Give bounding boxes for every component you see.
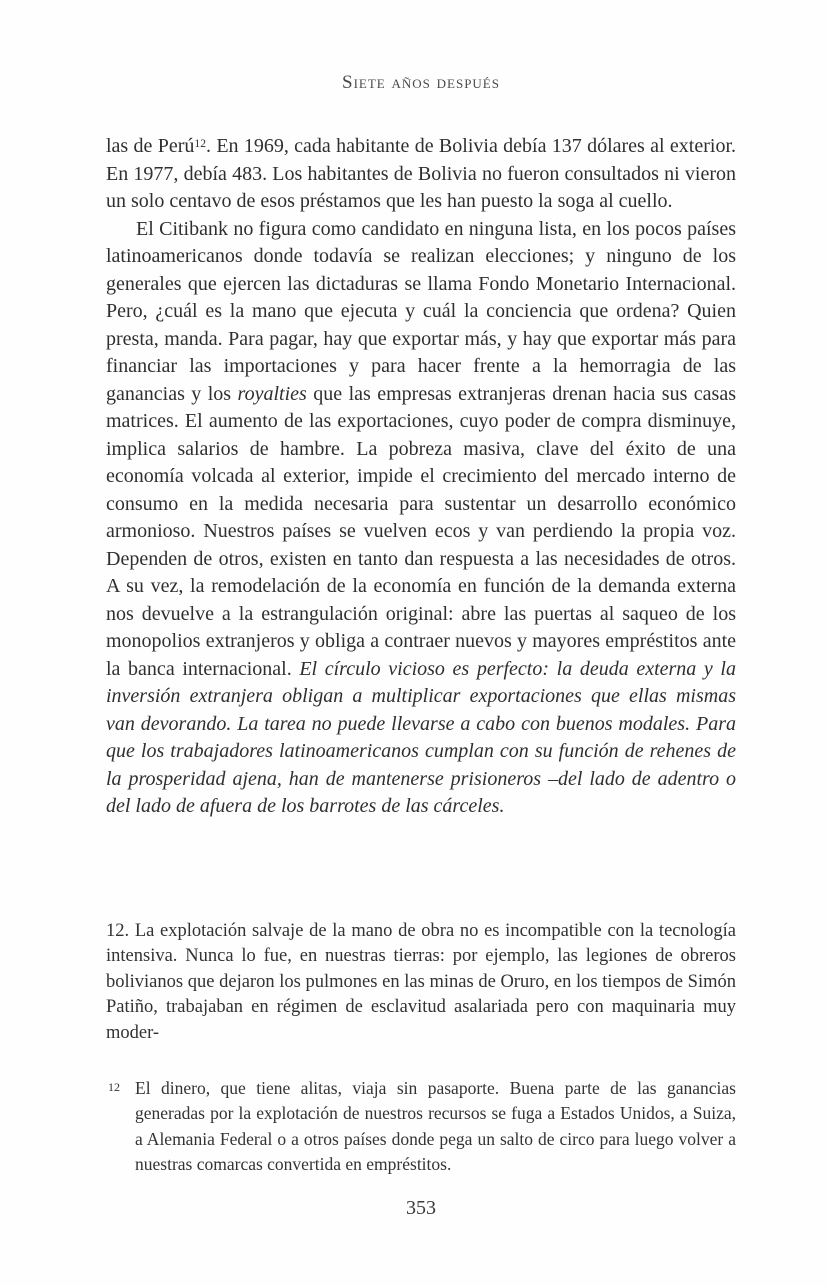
text-segment: royalties	[237, 382, 307, 405]
paragraph-citibank	[106, 216, 736, 821]
footnote-ref: 12	[194, 136, 206, 150]
page-number: 353	[406, 1197, 436, 1219]
body-text-block	[106, 133, 736, 821]
text-segment: El Citibank no figura como candidato en ninguna lista, en los pocos países latinoamericanos donde todavía se realizan elecciones; y ninguno de los generales que ejercen las dictaduras se llama Fondo Monetario Internacional. Pero, ¿cuál es la mano que ejecuta y cuál la conciencia que ordena? Quien presta, manda. Para pagar, hay que exportar más, y hay que exportar más para financiar las importaciones y para hacer frente a la hemorragia de las ganancias y los	[106, 217, 736, 405]
footnote-segment: El dinero, que tiene alitas, viaja sin pasaporte. Buena parte de las ganancias generadas por la explotación de nuestros recursos se fuga a Estados Unidos, a Suiza, a Alemania Federal o a otros países donde pega un salto de circo para luego volver a nuestras comarcas convertida en empréstitos.	[135, 1078, 736, 1174]
text-segment: 12. La explotación salvaje de la mano de obra no es incompatible con la tecnología intensiva. Nunca lo fue, en nuestras tierras: por ejemplo, las legiones de obreros bolivianos que dejaron los pulmones en las minas de Oruro, en los tiempos de Simón Patiño, trabajaban en régimen de esclavitud asalariada pero con maquinaria muy moder-	[106, 921, 736, 1043]
text-segment: . En 1969, cada habitante de Bolivia debía 137 dólares al exterior. En 1977, debía 483. Los habitantes de Bolivia no fueron consultados ni vieron un solo centavo de esos préstamos que les han puesto la soga al cuello.	[106, 135, 736, 212]
text-segment: las de Perú	[106, 135, 195, 157]
note-text-block	[106, 919, 736, 1046]
footnote-marker: 12	[108, 1080, 120, 1094]
paragraph-debt-bolivia	[106, 133, 736, 216]
note-12	[106, 919, 736, 1046]
footnote	[106, 1076, 736, 1177]
text-segment: que las empresas extranjeras drenan hacia sus casas matrices. El aumento de las exportaciones, cuyo poder de compra disminuye, implica salarios de hambre. La pobreza masiva, clave del éxito de una economía volcada al exterior, impide el crecimiento del mercado interno de consumo en la medida necesaria para sustentar un desarrollo económico armonioso. Nuestros países se vuelven ecos y van perdiendo la propia voz. Dependen de otros, existen en tanto dan respuesta a las necesidades de otros. A su vez, la remodelación de la economía en función de la demanda externa nos devuelve a la estrangulación original: abre las puertas al saqueo de los monopolios extranjeros y obliga a contraer nuevos y mayores empréstitos ante la banca internacional.	[106, 382, 736, 680]
text-segment: El círculo vicioso es perfecto: la deuda externa y la inversión extranjera obligan a multiplicar exportaciones que ellas mismas van devorando. La tarea no puede llevarse a cabo con buenos modales. Para que los trabajadores latinoamericanos cumplan con su función de rehenes de la prosperidad ajena, han de mantenerse prisioneros –del lado de adentro o del lado de afuera de los barrotes de las cárceles.	[106, 657, 736, 817]
footnote-text	[135, 1078, 736, 1174]
running-header: Siete años después	[342, 72, 500, 93]
